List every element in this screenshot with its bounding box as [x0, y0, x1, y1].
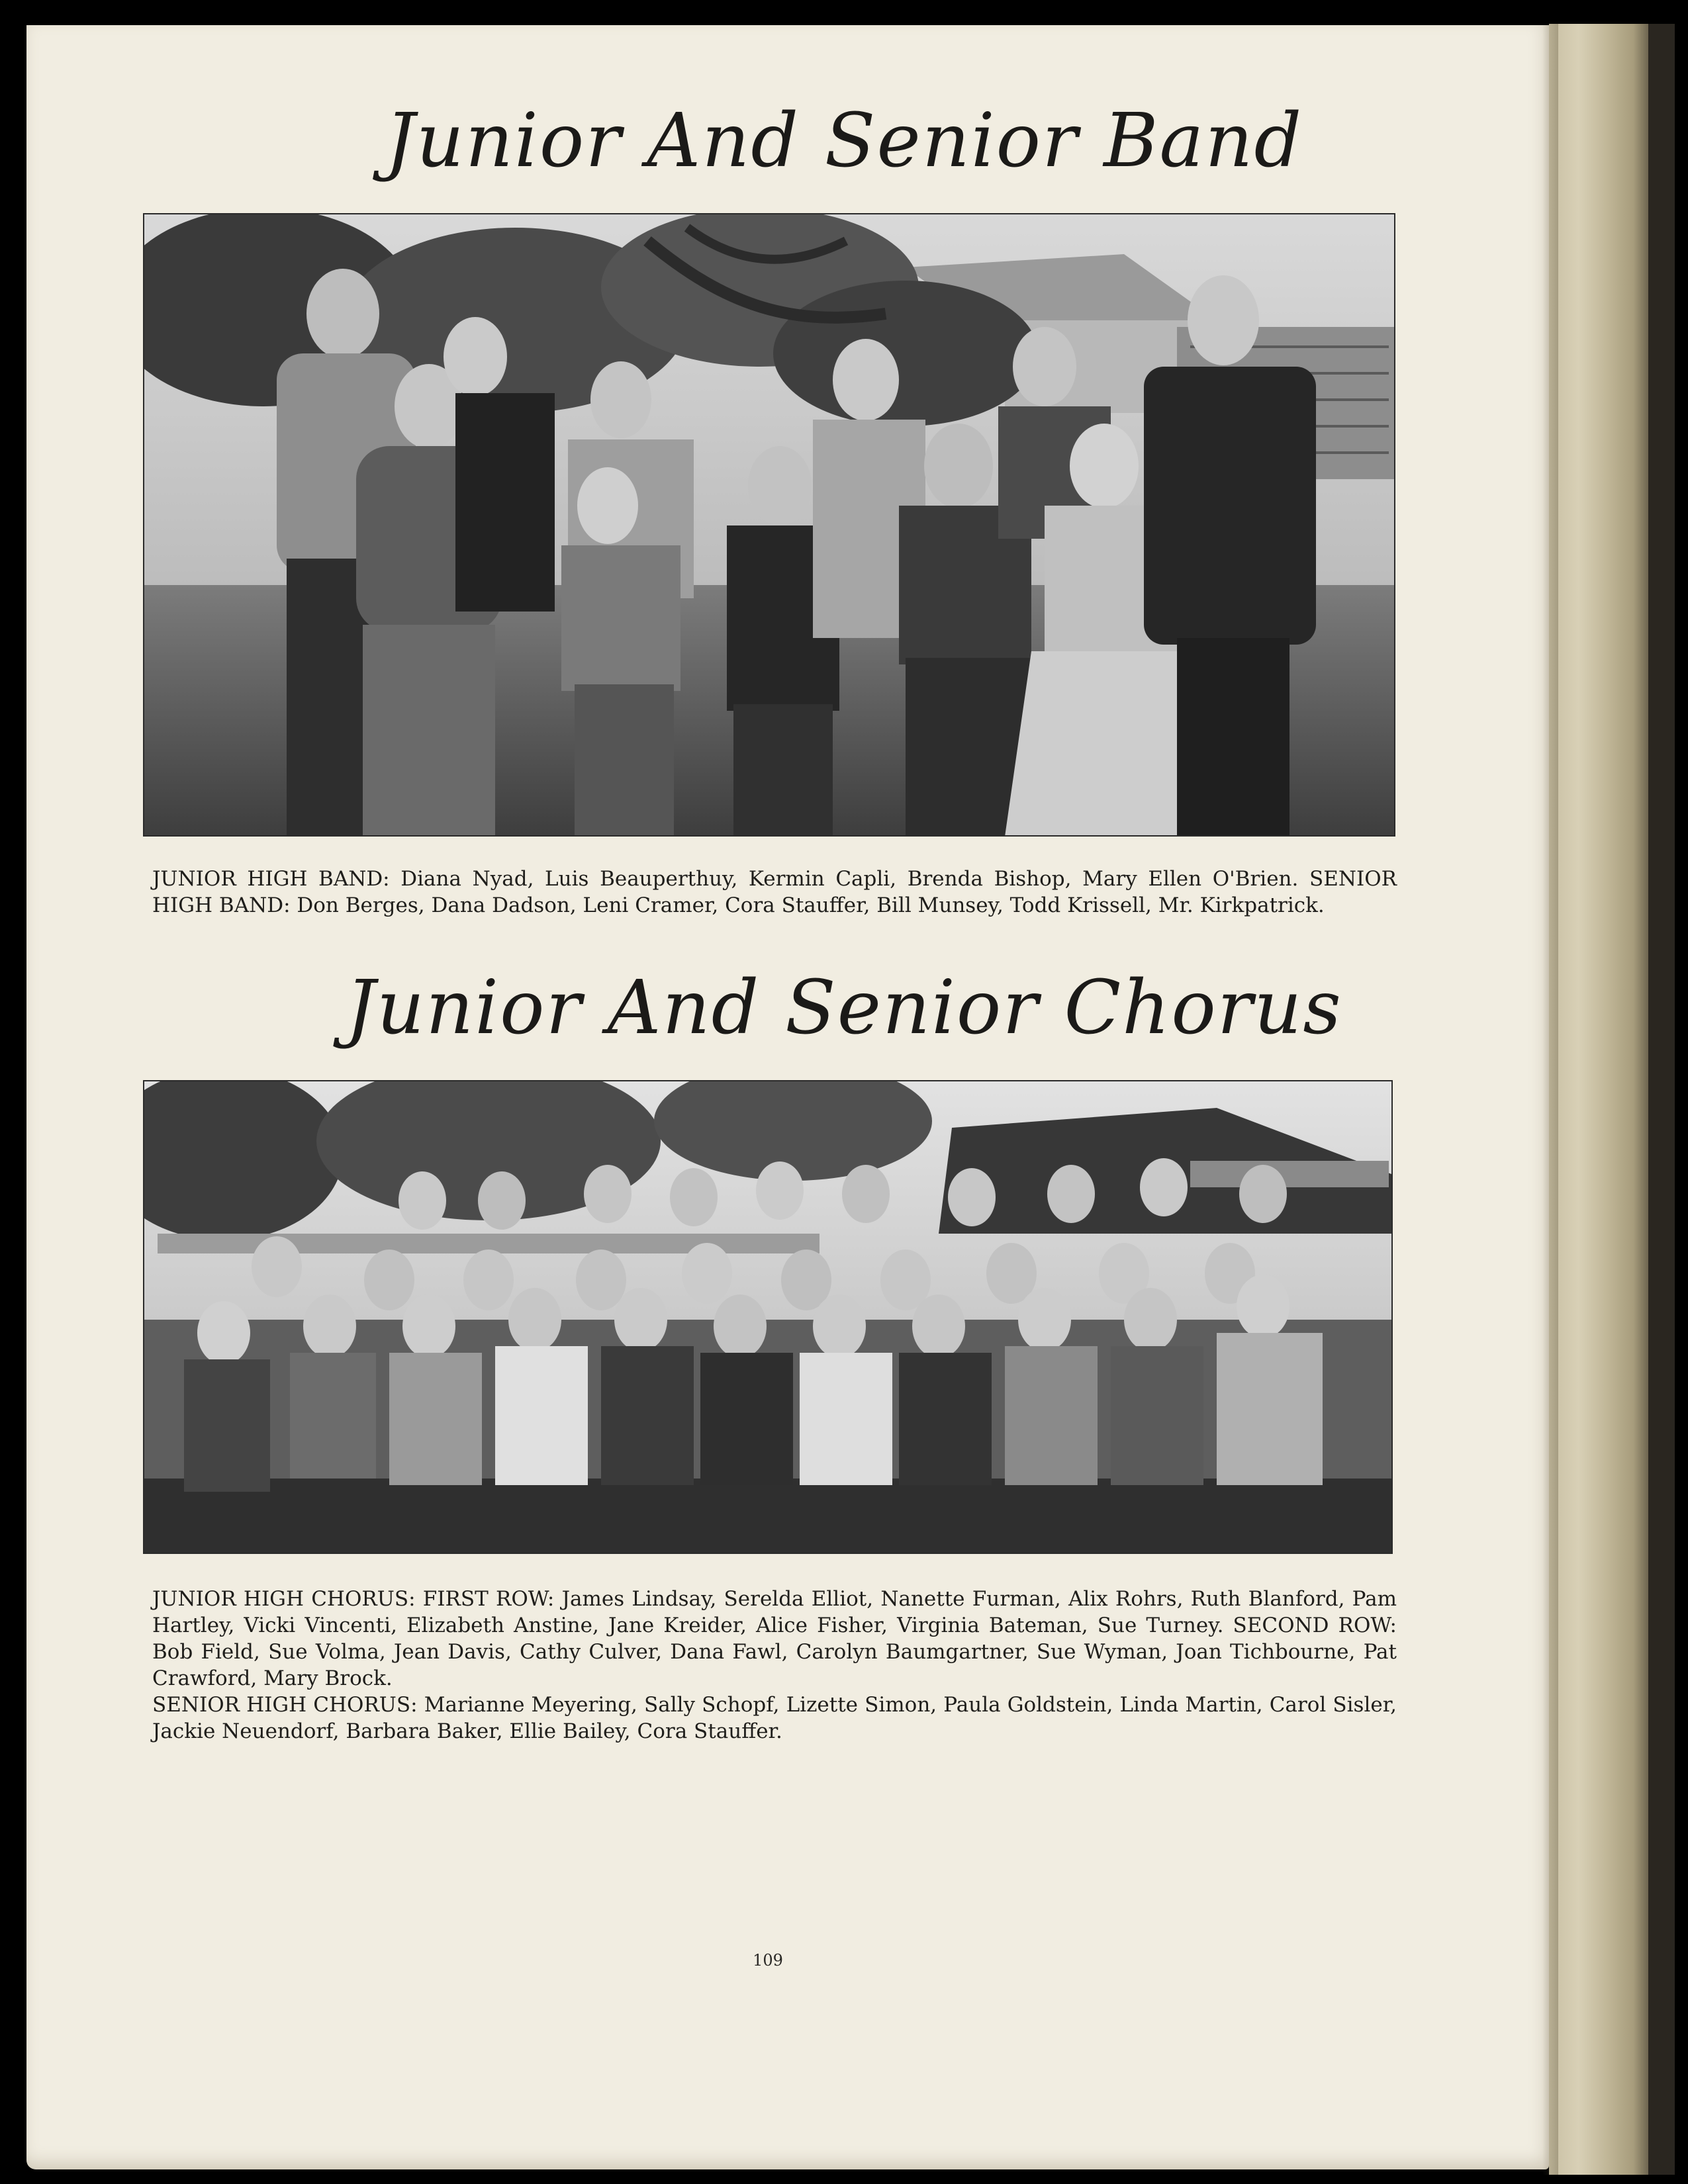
band-section-title: Junior And Senior Band — [385, 98, 1303, 184]
chorus-caption-junior: JUNIOR HIGH CHORUS: FIRST ROW: James Lindsay, Serelda Elliot, Nanette Furman, Alix Rohrs, Ruth Blanford, Pam Hartley, Vicki Vincenti, Elizabeth Anstine, Jane Kreider, Alice Fisher, Virginia Bateman, Sue Turney. SECOND ROW: Bob Field, Sue Volma, Jean Davis, Cathy Culver, Dana Fawl, Carolyn Baumgartner, Sue Wyman, Joan Tichbourne, Pat Crawford, Mary Brock. — [152, 1587, 1397, 1690]
page-number: 109 — [753, 1951, 783, 1970]
chorus-photo-caption — [152, 1586, 1397, 1745]
chorus-group-photo — [143, 1080, 1393, 1554]
band-photo-image — [144, 214, 1394, 835]
page-curl-shadow — [1542, 24, 1558, 2175]
band-group-photo — [143, 213, 1395, 837]
chorus-section-title: Junior And Senior Chorus — [346, 965, 1342, 1051]
book-gutter — [1549, 24, 1648, 2175]
chorus-caption-senior: SENIOR HIGH CHORUS: Marianne Meyering, Sally Schopf, Lizette Simon, Paula Goldstein, Linda Martin, Carol Sisler, Jackie Neuendorf, Barbara Baker, Ellie Bailey, Cora Stauffer. — [152, 1693, 1397, 1743]
band-caption-text: JUNIOR HIGH BAND: Diana Nyad, Luis Beauperthuy, Kermin Capli, Brenda Bishop, Mary Ellen O'Brien. SENIOR HIGH BAND: Don Berges, Dana Dadson, Leni Cramer, Cora Stauffer, Bill Munsey, Todd Krissell, Mr. Kirkpatrick. — [152, 867, 1397, 917]
band-photo-caption — [152, 866, 1397, 919]
book-edge — [1648, 24, 1675, 2175]
chorus-photo-image — [144, 1081, 1391, 1553]
